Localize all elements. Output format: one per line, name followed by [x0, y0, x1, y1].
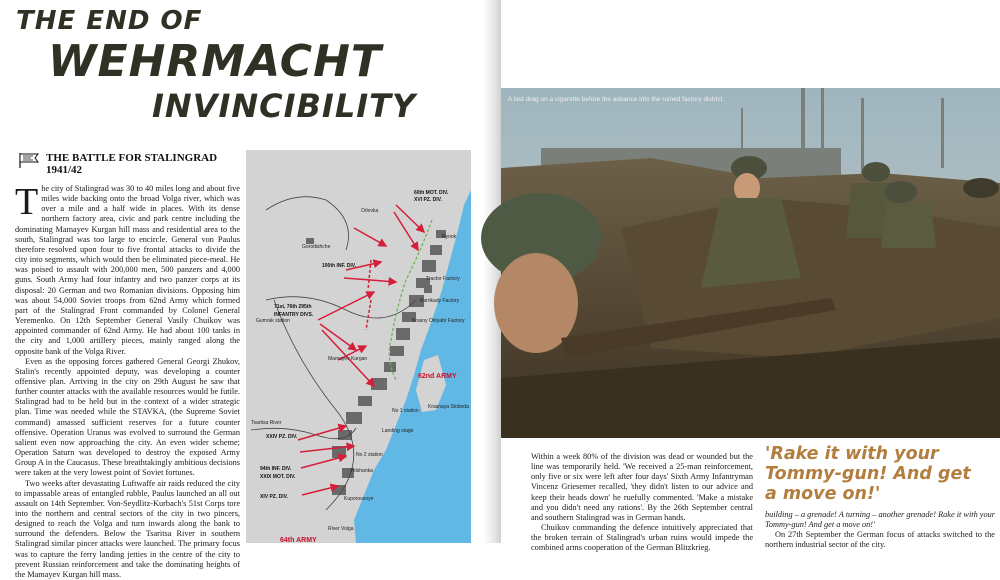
label-barrikady: Barrikady Factory	[420, 298, 460, 304]
city-block	[390, 346, 404, 356]
pull-quote	[765, 444, 1000, 504]
label-64th-army: 64th ARMY	[280, 537, 317, 544]
city-block	[396, 328, 410, 340]
label-gorodishche: Gorodishche	[302, 244, 331, 250]
city-block	[430, 245, 442, 255]
quote-line: 'Rake it with your	[765, 444, 939, 464]
label-river-volga: River Volga	[328, 526, 354, 532]
city-block	[422, 260, 436, 272]
paragraph: Two weeks after devastating Luftwaffe air raids reduced the city to impassable areas of entangled rubble, Paulus launched an all out assault on 14th September. Von-Seydlitz-Kurbach's 51st Corps tore into the northern and central sectors of the city in two pincers, designed to reach the Volga and turn inwards along the bank to surround the defenders. Below the Tsaritsa River in southern Stalingrad similar pincer attacks were launched. The primary focus was to capture the ferry landing jetties in the centre of the city to prevent Russian reinforcement and take the dominating heights of the Mamayev Kurgan hill mass.	[15, 478, 240, 579]
paragraph: Within a week 80% of the division was dead or wounded but the line was temporarily held. 'We received a 25-man reinforcement, only five or six were left after four days' Sixth Army Infantryman Vincenz Griesemer recalled, 'they didn't listen to our advice and keep their heads down' he ruefully commented. 'Make a mistake and you didn't need any rations'. By the 26th September central and southern Stalingrad was in German hands.	[531, 452, 753, 522]
section-years: 1941/42	[46, 164, 83, 176]
quote-line: Tommy-gun! And get	[765, 464, 971, 484]
label-rynok: Rynok	[442, 234, 457, 240]
label-yelshanka: Yelshanka	[350, 468, 373, 474]
unit-xxix-mot: XXIX MOT. DIV.	[260, 474, 296, 480]
chimney	[801, 88, 805, 178]
map-svg	[246, 150, 471, 543]
label-gumrak: Gumrak station	[256, 318, 290, 324]
label-tractor-factory: Tractor Factory	[426, 276, 460, 282]
quote-tail: building – a grenade! A turning – another grenade! Rake it with your Tommy-gun! And get a move on!'	[765, 510, 995, 530]
article-column-1	[15, 181, 240, 579]
helmet	[885, 181, 917, 203]
label-krasny-oktyabr: Krasny Oktyabr Factory	[412, 318, 465, 324]
label-kuporosnoye: Kuporosnoye	[344, 496, 374, 502]
section-heading	[46, 152, 217, 176]
city-block	[346, 412, 362, 424]
label-no1-station: No 1 station	[392, 408, 419, 414]
paragraph: The city of Stalingrad was 30 to 40 miles long and about five miles wide backing onto the broad Volga river, which was over a mile and a half wide in places. With its dense northern factory area, civic and park centre including the dominating Mamayev Kurgan hill mass and residential area to the south, Stalingrad was too large to encircle. General von Paulus therefore resolved upon four to five frontal attacks to divide the city into segments, which would then be eliminated piece-meal. He was poised to assault with 200,000 men, 500 panzers and 4,000 guns. South Army had four infantry and two panzer corps at its disposal: 20 German and two Romanian divisions. Opposing him was about 54,000 Soviet troops from 62nd Army which formed part of the Stalingrad Front commanded by Colonel General Yeremenko. On 12th September General Vasily Chuikov was appointed commander of 62nd Army. He had about 100 tanks in the city and 1,000 artillery pieces, mainly ranged along the opposite bank of the Volga River.	[15, 181, 240, 356]
chimney	[861, 98, 864, 178]
unit-xvi-pz: XVI PZ. DIV.	[414, 197, 442, 203]
label-tsaritsa: Tsaritsa River	[251, 420, 282, 426]
unit-71st: 71st, 76th 295th	[274, 304, 312, 310]
flag-icon	[18, 152, 40, 168]
label-krasnaya-sloboda: Krasnaya Sloboda	[428, 404, 469, 410]
unit-94th-inf: 94th INF. DIV.	[260, 466, 292, 472]
helmet	[862, 162, 890, 182]
unit-100th-inf: 100th INF. DIV.	[322, 263, 356, 269]
page-gutter	[483, 0, 501, 543]
title-line-2: WEHRMACHT	[48, 36, 382, 87]
paragraph: On 27th September the German focus of attacks switched to the northern industrial sector of the city.	[765, 530, 995, 550]
article-column-3	[765, 510, 995, 550]
label-no2-station: No 2 station	[356, 452, 383, 458]
photo-illustration	[501, 88, 1000, 438]
drop-cap: T	[15, 181, 39, 223]
unit-xxiv-pz: XXIV PZ. DIV.	[266, 434, 298, 440]
chimney	[821, 88, 824, 168]
chimney	[941, 98, 944, 168]
unit-infantry-divs: INFANTRY DIVS.	[274, 312, 314, 318]
label-mamayev-kurgan: Mamayev Kurgan	[328, 356, 368, 362]
unit-xiv-pz: XIV PZ. DIV.	[260, 494, 288, 500]
label-orlovka: Orlovka	[361, 208, 379, 214]
title-line-1: THE END OF	[16, 6, 203, 36]
article-column-2	[531, 452, 753, 553]
uniform	[881, 203, 936, 248]
paragraph: Chuikov commanding the defence intuitively appreciated that the broken terrain of Stalingrad's urban ruins would impede the combined arms cooperation of the German Blitzkrieg.	[531, 523, 753, 553]
city-block	[358, 396, 372, 406]
unit-60th-mot: 60th MOT. DIV.	[414, 190, 449, 196]
paragraph: Even as the opposing forces gathered General Georgi Zhukov, Stalin's recently appointed deputy, was developing a counter offensive plan. Arriving in the city on 29th August he saw that further counter attacks with the available resources would be futile. Stalingrad had to be held but in the context of a wider strategic plan. Time was needed while the STAVKA, (the Supreme Soviet command) amassed sufficient reserves for a future counter offensive. Operation Uranus was evolved to surround the German salient even now approaching the city. An even wider scheme; Operation Saturn was developed to destroy the exposed Army Group A in the Caucasus. These breathtakingly ambitious decisions were taken at the very lowest point of Soviet fortunes.	[15, 356, 240, 478]
soldiers-photo	[501, 88, 1000, 438]
label-62nd-army: 62nd ARMY	[418, 373, 457, 380]
title-line-3: INVINCIBILITY	[152, 87, 417, 125]
city-block	[424, 285, 432, 293]
label-landing-stage: Landing stage	[382, 428, 414, 434]
helmet	[963, 178, 999, 198]
stalingrad-map	[246, 150, 471, 543]
section-title: THE BATTLE FOR STALINGRAD	[46, 152, 218, 164]
city-block	[371, 378, 387, 390]
photo-caption: A last drag on a cigarette before the advance into the ruined factory district.	[508, 96, 725, 103]
quote-line: a move on!'	[765, 484, 881, 504]
